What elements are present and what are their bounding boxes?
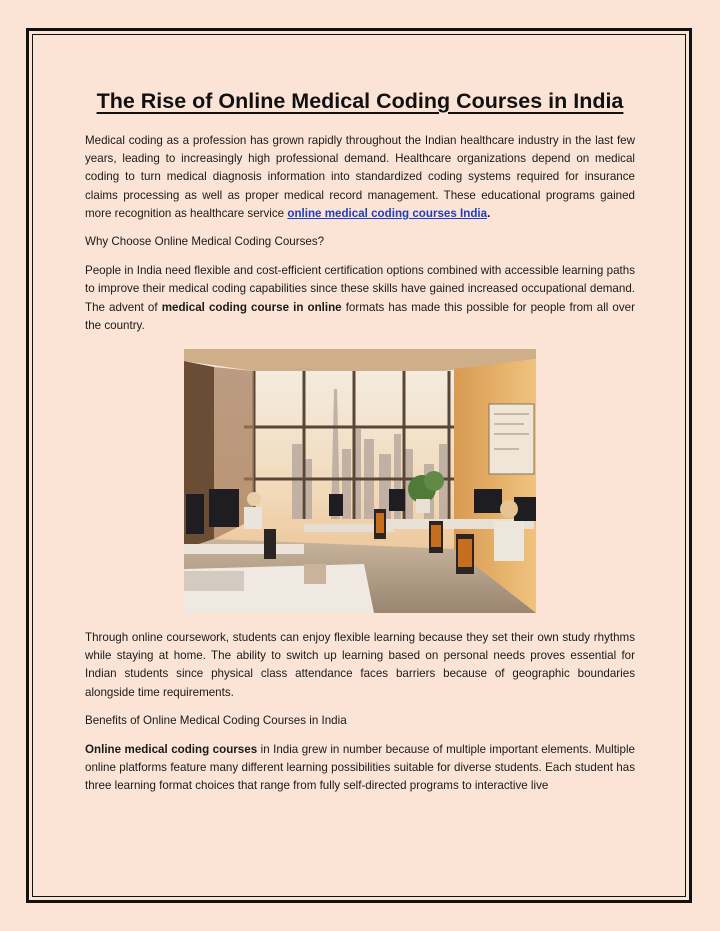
office-photo	[184, 349, 536, 613]
intro-tail: .	[487, 206, 491, 220]
online-courses-link[interactable]: online medical coding courses India	[287, 206, 488, 220]
benefits-text: in India grew in number because of multiple important elements. Multiple online platforms feature many different learning possibilities suitable for diverse students. Each student has three learning format choices that range from fully self-directed programs to interactive live	[85, 743, 635, 793]
why-text-after: formats has made this possible for people from all over the country.	[85, 300, 635, 332]
intro-text: Medical coding as a profession has grown rapidly throughout the Indian healthcare industry in the last few years, leading to increasingly high professional demand. Healthcare organizations depend on medical coding to turn medical diagnosis information into standardized coding systems required for insurance claims processing as well as proper medical record management. These educational programs gained more recognition as healthcare service	[85, 134, 635, 220]
document-body	[85, 84, 635, 806]
intro-paragraph	[85, 132, 635, 223]
benefits-paragraph	[85, 741, 635, 796]
why-paragraph	[85, 262, 635, 335]
section-heading-benefits: Benefits of Online Medical Coding Courses in India	[85, 713, 347, 727]
section-heading-why: Why Choose Online Medical Coding Courses?	[85, 235, 325, 249]
flexibility-paragraph: Through online coursework, students can enjoy flexible learning because they set their own study rhythms while staying at home. The ability to switch up learning based on personal needs proves essential for Indian students since physical class attendance faces barriers because of geographic boundaries alongside time requirements.	[85, 631, 635, 699]
page-title: The Rise of Online Medical Coding Courses in India	[96, 89, 624, 113]
why-text-before: People in India need flexible and cost-efficient certification options combined with accessible learning paths to improve their medical coding capabilities since these skills have gained increased occupational demand. The advent of	[85, 264, 635, 314]
why-bold-phrase: medical coding course in online	[161, 300, 342, 314]
benefits-bold-phrase: Online medical coding courses	[85, 743, 258, 757]
